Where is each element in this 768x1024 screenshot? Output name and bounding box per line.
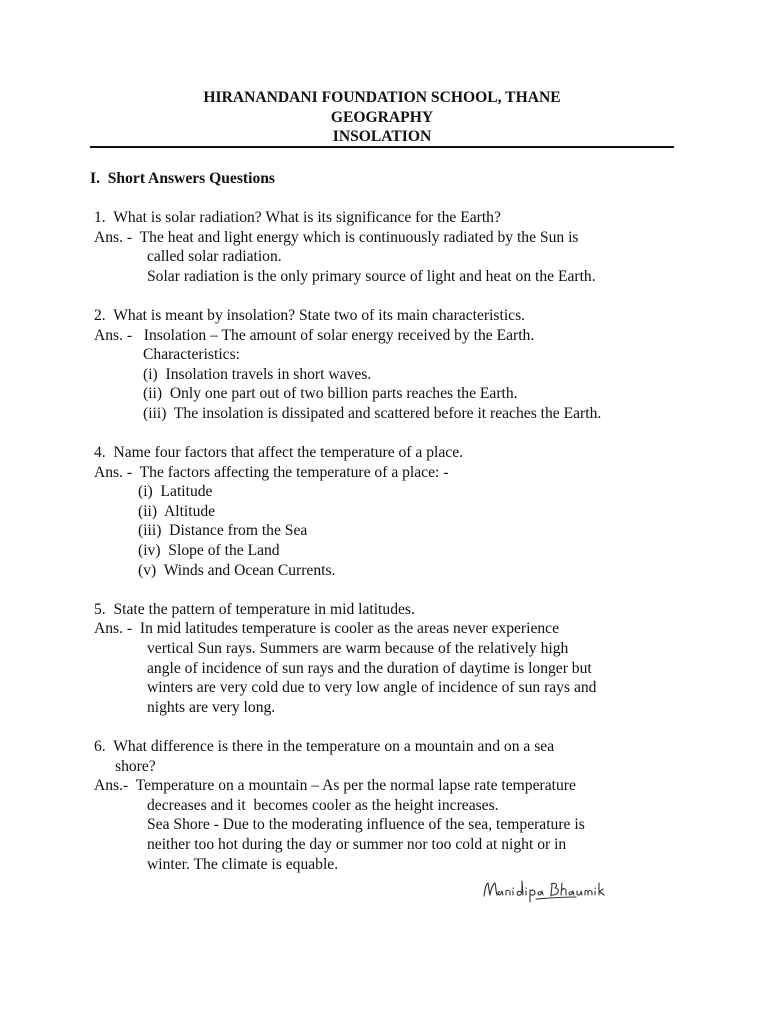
answer-1-line-2: called solar radiation. [147, 248, 282, 265]
answer-6-line-3: Sea Shore - Due to the moderating influence of the sea, temperature is [147, 816, 585, 833]
answer-1-line-1: Ans. - The heat and light energy which is continuously radiated by the Sun is [94, 229, 579, 246]
answer-6-line-1: Ans.- Temperature on a mountain – As per the normal lapse rate temperature [94, 777, 576, 794]
answer-1-line-3: Solar radiation is the only primary source of light and heat on the Earth. [147, 268, 596, 285]
answer-2-line-1: Ans. - Insolation – The amount of solar energy received by the Earth. [94, 327, 535, 344]
answer-4-line-2: (i) Latitude [138, 483, 213, 500]
document-header [90, 88, 674, 147]
answer-4-line-4: (iii) Distance from the Sea [138, 522, 308, 539]
question-4: 4. Name four factors that affect the temperature of a place. [94, 444, 464, 461]
topic-title: INSOLATION [332, 128, 432, 145]
answer-4-line-1: Ans. - The factors affecting the temperature of a place: - [94, 464, 449, 481]
answer-5-line-2: vertical Sun rays. Summers are warm because of the relatively high [147, 640, 569, 657]
subject-title: GEOGRAPHY [330, 108, 434, 126]
header-divider [90, 146, 674, 148]
answer-6-line-2: decreases and it becomes cooler as the height increases. [147, 797, 499, 814]
answer-4-line-5: (iv) Slope of the Land [138, 542, 280, 559]
answer-6-line-4: neither too hot during the day or summer nor too cold at night or in [147, 836, 567, 853]
question-6-line-1: 6. What difference is there in the temperature on a mountain and on a sea [94, 738, 555, 755]
answer-4-line-3: (ii) Altitude [138, 503, 216, 520]
answer-5-line-4: winters are very cold due to very low angle of incidence of sun rays and [147, 679, 597, 696]
answer-5-line-3: angle of incidence of sun rays and the duration of daytime is longer but [147, 660, 592, 677]
answer-6-line-5: winter. The climate is equable. [147, 856, 339, 873]
question-6-line-2: shore? [115, 758, 156, 775]
answer-5-line-5: nights are very long. [147, 699, 276, 716]
section-title: I. Short Answers Questions [90, 170, 275, 187]
question-1: 1. What is solar radiation? What is its significance for the Earth? [94, 209, 501, 226]
answer-2-line-3: (i) Insolation travels in short waves. [143, 366, 372, 383]
question-5: 5. State the pattern of temperature in mid latitudes. [94, 601, 415, 618]
handwritten-signature [480, 876, 610, 906]
answer-2-line-5: (iii) The insolation is dissipated and scattered before it reaches the Earth. [143, 405, 602, 422]
answer-4-line-6: (v) Winds and Ocean Currents. [138, 562, 336, 579]
answer-5-line-1: Ans. - In mid latitudes temperature is cooler as the areas never experience [94, 620, 560, 637]
answer-2-line-2: Characteristics: [143, 346, 240, 363]
answer-2-line-4: (ii) Only one part out of two billion parts reaches the Earth. [143, 385, 518, 402]
question-2: 2. What is meant by insolation? State two of its main characteristics. [94, 307, 526, 324]
school-name: HIRANANDANI FOUNDATION SCHOOL, THANE [203, 89, 561, 106]
